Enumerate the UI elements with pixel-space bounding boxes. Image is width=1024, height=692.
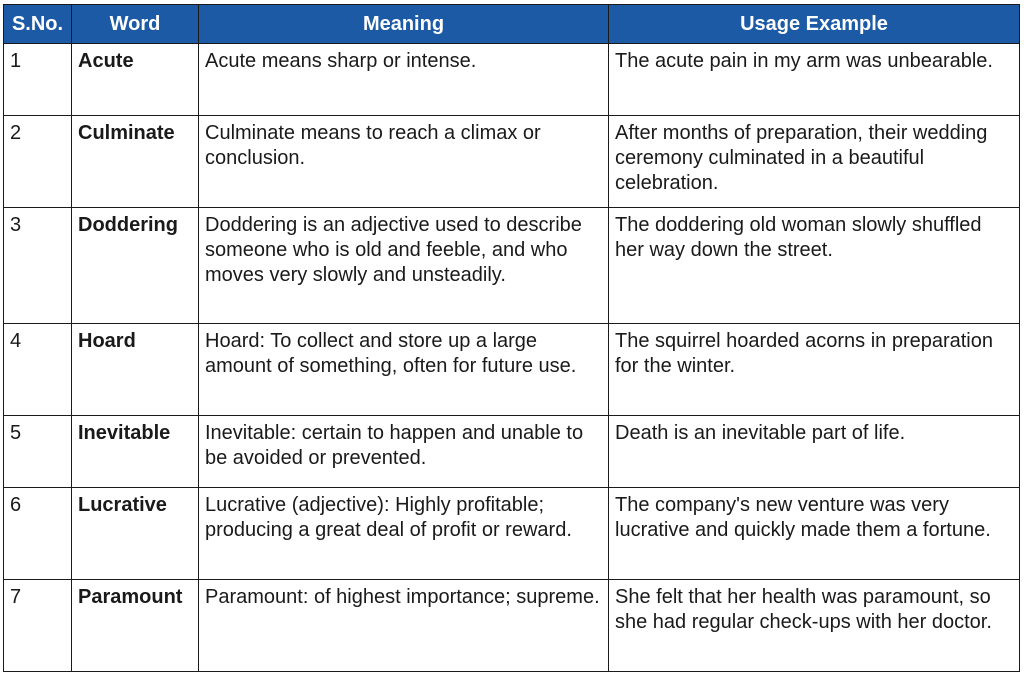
row-meaning: Lucrative (adjective): Highly profitable; producing a great deal of profit or reward.	[199, 488, 609, 580]
row-meaning: Acute means sharp or intense.	[199, 44, 609, 116]
row-meaning: Inevitable: certain to happen and unable to be avoided or prevented.	[199, 416, 609, 488]
row-number: 7	[4, 580, 72, 672]
table-row	[4, 208, 1020, 324]
row-number: 1	[4, 44, 72, 116]
table-row	[4, 324, 1020, 416]
row-number: 2	[4, 116, 72, 208]
row-word: Inevitable	[72, 416, 199, 488]
row-usage: The acute pain in my arm was unbearable.	[609, 44, 1020, 116]
header-sno: S.No.	[4, 5, 72, 44]
row-number: 4	[4, 324, 72, 416]
row-meaning: Hoard: To collect and store up a large amount of something, often for future use.	[199, 324, 609, 416]
header-row	[4, 5, 1020, 44]
table-row	[4, 488, 1020, 580]
row-word: Doddering	[72, 208, 199, 324]
row-usage: She felt that her health was paramount, so she had regular check-ups with her doctor.	[609, 580, 1020, 672]
row-number: 5	[4, 416, 72, 488]
row-meaning: Culminate means to reach a climax or conclusion.	[199, 116, 609, 208]
row-word: Paramount	[72, 580, 199, 672]
row-usage: The doddering old woman slowly shuffled her way down the street.	[609, 208, 1020, 324]
row-usage: The squirrel hoarded acorns in preparation for the winter.	[609, 324, 1020, 416]
row-usage: After months of preparation, their wedding ceremony culminated in a beautiful celebration.	[609, 116, 1020, 208]
row-meaning: Doddering is an adjective used to describe someone who is old and feeble, and who moves very slowly and unsteadily.	[199, 208, 609, 324]
header-meaning: Meaning	[199, 5, 609, 44]
table-row	[4, 44, 1020, 116]
row-number: 3	[4, 208, 72, 324]
row-meaning: Paramount: of highest importance; supreme.	[199, 580, 609, 672]
row-word: Culminate	[72, 116, 199, 208]
row-word: Lucrative	[72, 488, 199, 580]
table-row	[4, 416, 1020, 488]
header-word: Word	[72, 5, 199, 44]
row-number: 6	[4, 488, 72, 580]
table-row	[4, 116, 1020, 208]
row-word: Hoard	[72, 324, 199, 416]
header-usage: Usage Example	[609, 5, 1020, 44]
row-word: Acute	[72, 44, 199, 116]
table-row	[4, 580, 1020, 672]
vocabulary-table	[3, 4, 1020, 672]
row-usage: The company's new venture was very lucrative and quickly made them a fortune.	[609, 488, 1020, 580]
row-usage: Death is an inevitable part of life.	[609, 416, 1020, 488]
